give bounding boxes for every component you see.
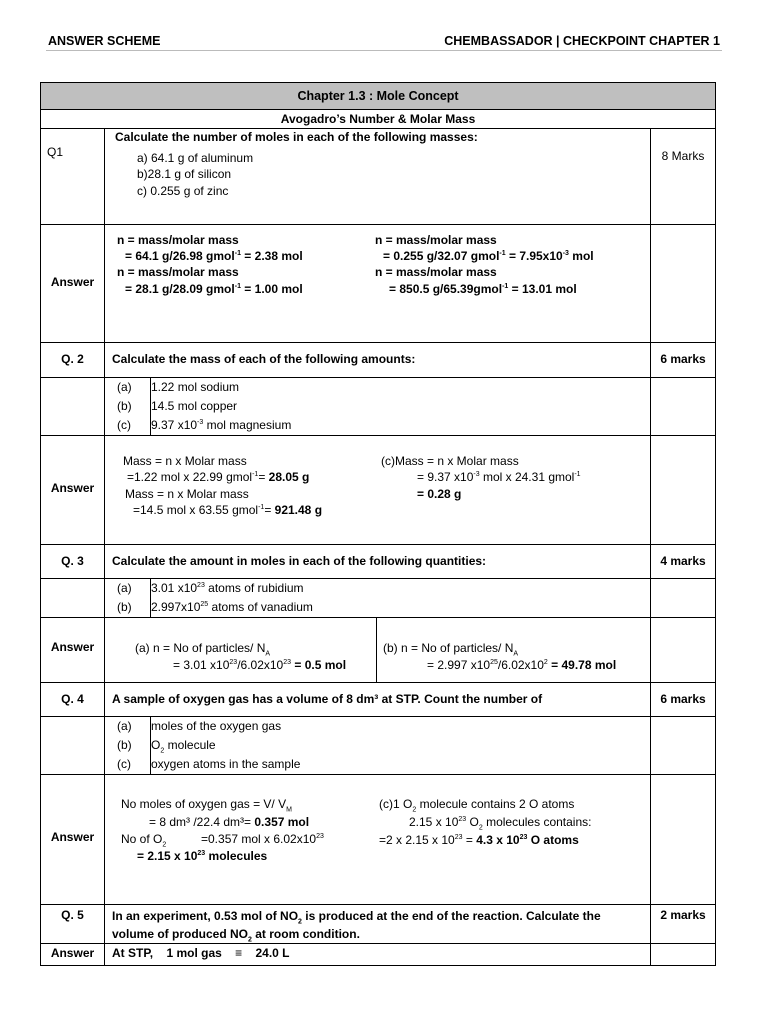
q3-marks: 4 marks xyxy=(651,545,716,579)
q4-question: A sample of oxygen gas has a volume of 8 dm³ at STP. Count the number of xyxy=(105,683,651,717)
q3-answer-label: Answer xyxy=(41,618,105,683)
q1-item-a: a) 64.1 g of aluminum xyxy=(137,151,254,165)
section-subtitle: Avogadro’s Number & Molar Mass xyxy=(41,110,716,129)
q4-item-a: (a) moles of the oxygen gas xyxy=(105,717,650,736)
page-header xyxy=(46,34,722,50)
q3-question: Calculate the amount in moles in each of the following quantities: xyxy=(105,545,651,579)
q1-answer: n = mass/molar mass = 64.1 g/26.98 gmol$^{-1}$ = 2.38 mol n = mass/molar mass = 28.1 g/28.09 gmol$^{-1}$ = 1.00 mol n = mass/molar mass = 0.255 g/32.07 gmol$^{-1}$ = $7.95x10^{-3}$ mol n = mass/molar mass = 850.5 g/65.39gmol$^{-1}$ = 13.01 mol xyxy=(105,225,651,343)
q5-question: In an experiment, 0.53 mol of $NO_2$ is produced at the end of the reaction. Calculate the volume of produced $NO_2$ at room condition. xyxy=(105,905,651,944)
q3-label: Q. 3 xyxy=(41,545,105,579)
q2-marks: 6 marks xyxy=(651,343,716,378)
q3-item-a: (a) 3.01 $x10^{23}$ atoms of rubidium xyxy=(105,579,650,598)
q1-item-b: b)28.1 g of silicon xyxy=(137,167,232,181)
q3-answer-a: (a) n = No of particles/ $N_A$ = 3.01 $x10^{23}/6.02x10^{23} = 0.5$ mol xyxy=(105,618,377,683)
q4-answer: No moles of oxygen gas = V/ $V_M$ = 8 dm³ /22.4 dm³= 0.357 mol No of $O_2$ =0.357 mol x $6.02x10^{23}$ = 2.15 x $10^{23}$ molecules (c)1 $O_2$ molecule contains 2 O atoms 2.15 x $10^{23}$ $O_2$ molecules contains: =2 x 2.15 x $10^{23} = 4.3$ x $10^{23}$ O atoms xyxy=(105,775,651,905)
q3-item-b: (b) $2.997x10^{25}$ atoms of vanadium xyxy=(105,598,650,617)
q4-marks: 6 marks xyxy=(651,683,716,717)
header-divider xyxy=(46,50,722,51)
header-right: CHEMBASSADOR | CHECKPOINT CHAPTER 1 xyxy=(444,34,720,48)
q2-label: Q. 2 xyxy=(41,343,105,378)
q5-marks: 2 marks xyxy=(651,905,716,944)
q1-marks: 8 Marks xyxy=(651,129,716,225)
q4-item-b: (b) $O_2$ molecule xyxy=(105,736,650,755)
answer-scheme-table xyxy=(40,82,715,966)
q3-answer-b: (b) n = No of particles/ $N_A$ = 2.997 $x10^{25}/6.02x10^2 = 49.78$ mol xyxy=(377,618,651,683)
q4-label: Q. 4 xyxy=(41,683,105,717)
q1-question: Calculate the number of moles in each of the following masses: a) 64.1 g of aluminum b)28.1 g of silicon c) 0.255 g of zinc xyxy=(105,129,651,225)
q1-label: Q1 xyxy=(41,129,105,225)
q3-items xyxy=(105,579,651,618)
q5-answer-label: Answer xyxy=(41,944,105,966)
q4-item-c: (c) oxygen atoms in the sample xyxy=(105,755,650,774)
q5-label: Q. 5 xyxy=(41,905,105,944)
q4-answer-label: Answer xyxy=(41,775,105,905)
q1-answer-label: Answer xyxy=(41,225,105,343)
q4-items xyxy=(105,717,651,775)
q5-answer: At STP, 1 mol gas ≡ 24.0 L xyxy=(105,944,651,966)
q2-item-c: (c) 9.37 $x10^{-3}$ mol magnesium xyxy=(105,416,650,435)
q2-item-b: (b) 14.5 mol copper xyxy=(105,397,650,416)
chapter-banner: Chapter 1.3 : Mole Concept xyxy=(41,83,716,110)
q2-item-a: (a) 1.22 mol sodium xyxy=(105,378,650,397)
q2-question: Calculate the mass of each of the following amounts: xyxy=(105,343,651,378)
header-left: ANSWER SCHEME xyxy=(48,34,161,48)
q2-items xyxy=(105,378,651,436)
q2-answer: Mass = n x Molar mass =1.22 mol x 22.99 gmol$^{-1}$= 28.05 g Mass = n x Molar mass =14.5 mol x 63.55 gmol$^{-1}$= 921.48 g (c)Mass = n x Molar mass = 9.37 $x10^{-3}$ mol x 24.31 gmol$^{-1}$ = 0.28 g xyxy=(105,436,651,545)
q2-answer-label: Answer xyxy=(41,436,105,545)
q1-item-c: c) 0.255 g of zinc xyxy=(137,184,229,198)
